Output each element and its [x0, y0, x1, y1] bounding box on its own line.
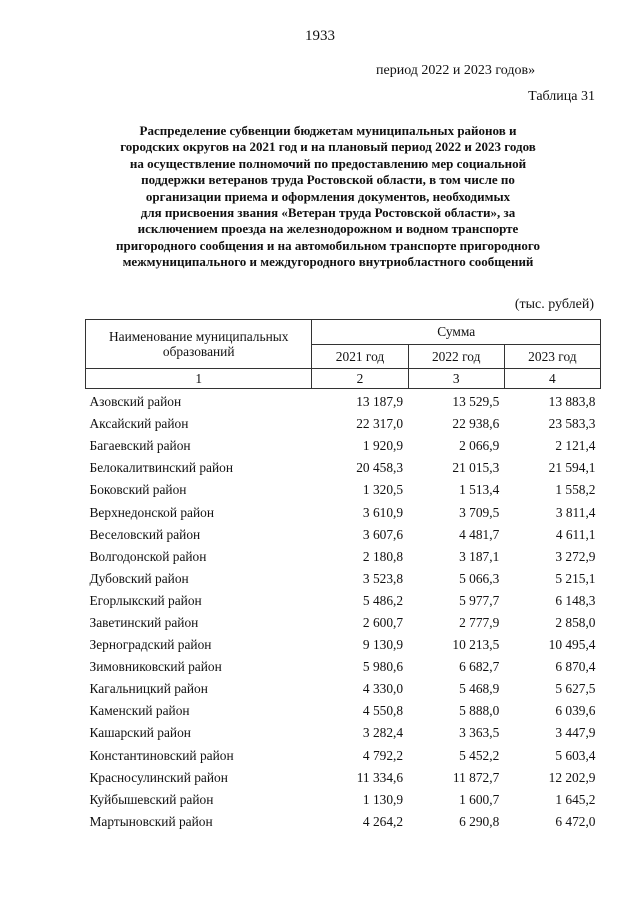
page-number: 1933	[305, 28, 335, 44]
title-line: исключением проезда на железнодорожном и водном транспорте	[137, 221, 519, 237]
title-line: пригородного сообщения и на автомобильном транспорте пригородного	[116, 237, 540, 253]
municipality-name: Зимовниковский район	[89, 659, 222, 675]
period-line: период 2022 и 2023 годов»	[376, 63, 536, 78]
municipality-name: Заветинский район	[89, 614, 199, 630]
title-line: на осуществление полномочий по предоставлению мер социальной	[129, 155, 527, 171]
amount-2022: 1 600,7	[459, 791, 500, 807]
amount-2022: 3 709,5	[459, 504, 500, 520]
amount-2021: 3 282,4	[362, 725, 404, 741]
amount-2023: 6 472,0	[555, 813, 596, 829]
municipality-name: Константиновский район	[89, 747, 234, 763]
subvention-table	[85, 319, 601, 833]
table-row	[86, 546, 601, 568]
amount-2021: 3 607,6	[362, 526, 404, 542]
table-row	[86, 501, 601, 523]
amount-2022: 4 481,7	[459, 526, 500, 542]
amount-2023: 5 603,4	[555, 747, 596, 763]
amount-2021: 4 264,2	[362, 813, 404, 829]
table-row	[86, 457, 601, 479]
title-line: организации приема и оформления документов, необходимых	[145, 188, 511, 204]
amount-2021: 5 980,6	[362, 659, 404, 675]
table-row	[86, 435, 601, 457]
table-row	[86, 811, 601, 833]
amount-2022: 5 066,3	[459, 570, 500, 586]
title-line: городских округов на 2021 год и на плановый период 2022 и 2023 годов	[120, 139, 536, 155]
amount-2023: 13 883,8	[548, 394, 596, 410]
amount-2022: 2 777,9	[459, 614, 500, 630]
amount-2021: 4 330,0	[362, 681, 404, 697]
table-row	[86, 789, 601, 811]
table-row	[86, 700, 601, 722]
amount-2023: 10 495,4	[548, 637, 596, 653]
amount-2023: 5 627,5	[555, 681, 596, 697]
table-row	[86, 656, 601, 678]
table-label: Таблица 31	[528, 89, 595, 104]
amount-2021: 3 610,9	[362, 504, 404, 520]
amount-2021: 2 180,8	[362, 548, 404, 564]
amount-2023: 6 148,3	[555, 592, 596, 608]
table-row	[86, 678, 601, 700]
title-line: поддержки ветеранов труда Ростовской области, в том числе по	[141, 172, 515, 188]
municipality-name: Веселовский район	[89, 526, 201, 542]
amount-2023: 3 447,9	[555, 725, 596, 741]
table-row	[86, 524, 601, 546]
amount-2022: 10 213,5	[452, 637, 500, 653]
column-number: 3	[408, 369, 504, 389]
municipality-name: Азовский район	[89, 394, 182, 410]
amount-2022: 5 468,9	[459, 681, 500, 697]
municipality-name: Каменский район	[89, 703, 190, 719]
header-year-2021: 2021 год	[312, 344, 408, 369]
amount-2021: 2 600,7	[362, 614, 404, 630]
amount-2022: 3 363,5	[459, 725, 500, 741]
table-body	[86, 389, 601, 833]
amount-2022: 1 513,4	[459, 482, 500, 498]
amount-2021: 3 523,8	[362, 570, 404, 586]
municipality-name: Белокалитвинский район	[89, 460, 234, 476]
amount-2021: 20 458,3	[356, 460, 404, 476]
amount-2021: 11 334,6	[356, 769, 404, 785]
municipality-name: Аксайский район	[89, 416, 189, 432]
amount-2023: 21 594,1	[548, 460, 596, 476]
amount-2022: 5 888,0	[459, 703, 500, 719]
amount-2022: 5 452,2	[459, 747, 500, 763]
title-line: Распределение субвенции бюджетам муниципальных районов и	[139, 123, 517, 138]
amount-2023: 12 202,9	[548, 769, 596, 785]
amount-2021: 4 550,8	[362, 703, 404, 719]
municipality-name: Мартыновский район	[89, 813, 213, 829]
amount-2021: 4 792,2	[362, 747, 404, 763]
column-number: 4	[504, 369, 600, 389]
table-row	[86, 590, 601, 612]
municipality-name: Волгодонской район	[89, 548, 207, 564]
amount-2021: 22 317,0	[356, 416, 404, 432]
amount-2023: 23 583,3	[548, 416, 596, 432]
amount-2023: 2 121,4	[555, 438, 596, 454]
column-number: 1	[86, 369, 312, 389]
table-row	[86, 745, 601, 767]
amount-2023: 6 870,4	[555, 659, 596, 675]
table-row	[86, 767, 601, 789]
column-number: 2	[312, 369, 408, 389]
units-label: (тыс. рублей)	[514, 297, 594, 312]
amount-2022: 6 682,7	[459, 659, 500, 675]
municipality-name: Верхнедонской район	[89, 504, 215, 520]
table-row	[86, 389, 601, 414]
amount-2022: 2 066,9	[459, 438, 500, 454]
municipality-name: Дубовский район	[89, 570, 189, 586]
amount-2023: 1 645,2	[555, 791, 596, 807]
amount-2021: 1 130,9	[362, 791, 404, 807]
amount-2021: 9 130,9	[362, 637, 404, 653]
amount-2022: 6 290,8	[459, 813, 500, 829]
municipality-name: Боковский район	[89, 482, 187, 498]
amount-2023: 6 039,6	[555, 703, 596, 719]
header-year-2022: 2022 год	[408, 344, 504, 369]
amount-2021: 1 320,5	[362, 482, 404, 498]
municipality-name: Куйбышевский район	[89, 791, 214, 807]
title-line: межмуниципального и междугородного внутриобластного сообщений	[122, 254, 534, 270]
amount-2023: 1 558,2	[555, 482, 596, 498]
document-title	[78, 123, 578, 271]
amount-2021: 1 920,9	[362, 438, 404, 454]
table-row	[86, 413, 601, 435]
table-row	[86, 479, 601, 501]
amount-2021: 13 187,9	[356, 394, 404, 410]
amount-2022: 3 187,1	[459, 548, 500, 564]
amount-2023: 4 611,1	[555, 526, 596, 542]
municipality-name: Егорлыкский район	[89, 592, 202, 608]
amount-2022: 13 529,5	[452, 394, 500, 410]
municipality-name: Кагальницкий район	[89, 681, 208, 697]
amount-2022: 21 015,3	[452, 460, 500, 476]
municipality-name: Багаевский район	[89, 438, 191, 454]
header-year-2023: 2023 год	[504, 344, 600, 369]
header-municipality: Наименование муниципальных образований	[86, 320, 312, 369]
amount-2023: 3 272,9	[555, 548, 596, 564]
title-line: для присвоения звания «Ветеран труда Ростовской области», за	[140, 205, 516, 221]
amount-2022: 11 872,7	[452, 769, 500, 785]
amount-2023: 2 858,0	[555, 614, 596, 630]
municipality-name: Красносулинский район	[89, 769, 228, 785]
amount-2022: 22 938,6	[452, 416, 500, 432]
table-row	[86, 634, 601, 656]
table-row	[86, 568, 601, 590]
municipality-name: Зерноградский район	[89, 637, 212, 653]
amount-2023: 5 215,1	[555, 570, 596, 586]
table-row	[86, 612, 601, 634]
table-row	[86, 722, 601, 744]
amount-2021: 5 486,2	[362, 592, 404, 608]
municipality-name: Кашарский район	[89, 725, 191, 741]
amount-2023: 3 811,4	[555, 504, 596, 520]
header-sum: Сумма	[312, 320, 601, 345]
amount-2022: 5 977,7	[459, 592, 500, 608]
